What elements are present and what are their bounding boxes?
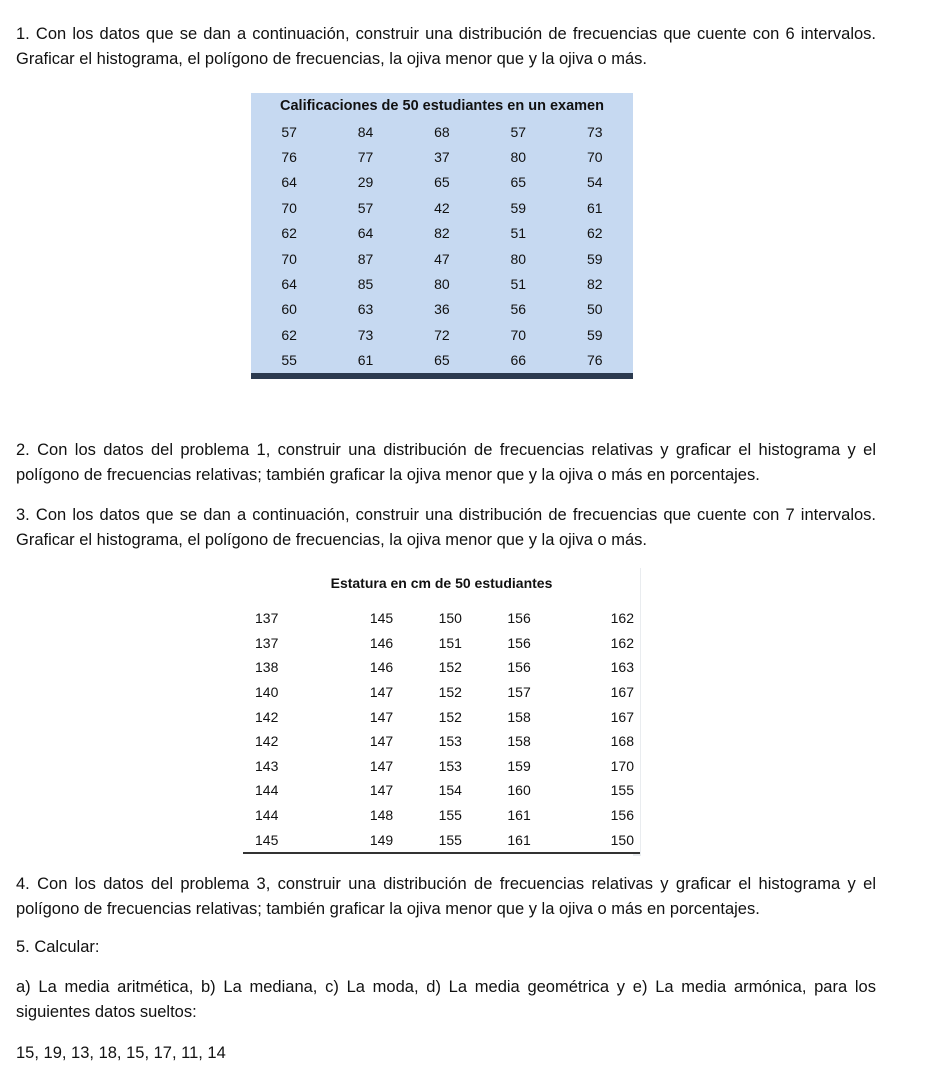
table-cell: 153 [438,733,462,750]
table-cell: 152 [438,708,462,725]
table-cell: 140 [255,684,279,701]
table-cell: 156 [507,634,531,651]
table-cell: 138 [255,659,279,676]
grades-row [251,195,633,220]
table-cell: 144 [255,782,279,799]
heights-row [243,631,640,656]
table-cell: 153 [438,757,462,774]
table-cell: 60 [281,301,297,318]
grades-table-title: Calificaciones de 50 estudiantes en un examen [280,98,604,114]
table-cell: 72 [434,326,450,343]
table-cell: 66 [510,352,527,369]
table-cell: 155 [610,782,634,799]
heights-row [243,704,640,729]
table-cell: 156 [507,610,531,627]
table-cell: 170 [610,757,634,774]
table-cell: 156 [610,807,634,824]
table-cell: 73 [586,123,603,140]
table-cell: 62 [281,326,297,343]
table-cell: 42 [434,199,450,216]
table-cell: 160 [507,782,531,799]
heights-row [243,827,640,853]
heights-row [243,606,640,631]
table-cell: 154 [438,782,462,799]
table-cell: 70 [510,326,527,343]
table-cell: 61 [357,352,374,369]
table-cell: 57 [357,199,374,216]
table-cell: 146 [369,634,394,651]
table-cell: 155 [438,831,462,848]
table-cell: 155 [438,807,462,824]
heights-row [243,680,640,705]
table-cell: 146 [369,659,394,676]
grades-table [251,93,633,379]
table-cell: 62 [281,225,297,242]
table-cell: 150 [438,610,462,627]
table-cell: 156 [507,659,531,676]
table-cell: 85 [357,276,374,293]
table-cell: 147 [369,757,394,774]
table-cell: 37 [434,149,450,166]
table-cell: 158 [507,733,531,750]
table-cell: 64 [281,276,297,293]
table-cell: 167 [610,684,634,701]
table-cell: 51 [510,225,527,242]
table-cell: 57 [510,123,527,140]
table-cell: 70 [281,199,297,216]
table-cell: 54 [586,174,603,191]
table-cell: 137 [255,634,279,651]
table-cell: 152 [438,659,462,676]
table-cell: 65 [434,174,450,191]
table-cell: 159 [507,757,531,774]
table-cell: 147 [369,708,394,725]
table-cell: 57 [281,123,297,140]
heights-table [243,568,640,854]
table-cell: 163 [610,659,634,676]
heights-row [243,729,640,754]
table-cell: 80 [434,276,450,293]
grades-row [251,144,633,169]
table-cell: 161 [507,831,531,848]
table-cell: 62 [586,225,603,242]
table-cell: 50 [586,301,603,318]
table-cell: 76 [586,352,603,369]
grades-row [251,119,633,144]
heights-row [243,655,640,680]
table-cell: 63 [357,301,374,318]
heights-row [243,778,640,803]
table-cell: 149 [369,831,394,848]
table-cell: 148 [369,807,394,824]
table-cell: 77 [357,149,374,166]
grades-row [251,297,633,322]
table-cell: 143 [255,757,279,774]
table-cell: 36 [434,301,450,318]
grades-row [251,348,633,376]
table-cell: 84 [357,123,374,140]
table-cell: 59 [586,326,603,343]
table-cell: 70 [281,250,297,267]
table-cell: 142 [255,733,279,750]
table-cell: 59 [586,250,603,267]
table-cell: 147 [369,782,394,799]
table-cell: 142 [255,708,279,725]
grades-row [251,170,633,195]
grades-row [251,271,633,296]
table-cell: 76 [281,149,297,166]
table-cell: 65 [510,174,527,191]
problem-5-data: 15, 19, 13, 18, 15, 17, 11, 14 [16,1044,226,1062]
table-cell: 147 [369,733,394,750]
table-cell: 167 [610,708,634,725]
table-cell: 87 [357,250,374,267]
table-cell: 168 [610,733,634,750]
table-cell: 51 [510,276,527,293]
table-cell: 145 [255,831,279,848]
problem-3-text: 3. Con los datos que se dan a continuación, construir una distribución de frecuencias que cuente con 7 intervalos. Graficar el histograma, el polígono de frecuencias, la ojiva menor que y la ojiva o más. [16,506,876,549]
table-cell: 80 [510,250,527,267]
table-cell: 82 [586,276,603,293]
table-cell: 161 [507,807,531,824]
heights-table-title: Estatura en cm de 50 estudiantes [330,575,553,591]
table-cell: 147 [369,684,394,701]
problem-2-text: 2. Con los datos del problema 1, construir una distribución de frecuencias relativas y graficar el histograma y el polígono de frecuencias relativas; también graficar la ojiva menor que y la ojiva o más en porcentajes. [16,441,876,484]
table-cell: 47 [434,250,450,267]
table-cell: 70 [586,149,603,166]
grades-row [251,246,633,271]
table-cell: 80 [510,149,527,166]
table-cell: 151 [438,634,462,651]
table-cell: 73 [357,326,374,343]
table-cell: 55 [281,352,297,369]
table-cell: 65 [434,352,450,369]
table-cell: 29 [357,174,374,191]
table-cell: 145 [369,610,394,627]
table-cell: 162 [610,610,634,627]
table-cell: 150 [610,831,634,848]
problem-5-text: a) La media aritmética, b) La mediana, c) La moda, d) La media geométrica y e) La media armónica, para los siguientes datos sueltos: [16,978,876,1021]
table-cell: 56 [510,301,527,318]
problem-1-text: 1. Con los datos que se dan a continuación, construir una distribución de frecuencias que cuente con 6 intervalos. Graficar el histograma, el polígono de frecuencias, la ojiva menor que y la ojiva o más. [16,25,876,68]
grades-row [251,221,633,246]
table-cell: 61 [586,199,603,216]
table-cell: 162 [610,634,634,651]
table-cell: 144 [255,807,279,824]
table-cell: 68 [434,123,450,140]
grades-row [251,322,633,347]
table-cell: 158 [507,708,531,725]
table-cell: 137 [255,610,279,627]
table-cell: 64 [357,225,374,242]
table-cell: 82 [434,225,450,242]
table-cell: 64 [281,174,297,191]
heights-row [243,803,640,828]
problem-5-heading: 5. Calcular: [16,938,100,956]
problem-4-text: 4. Con los datos del problema 3, construir una distribución de frecuencias relativas y graficar el histograma y el polígono de frecuencias relativas; también graficar la ojiva menor que y la ojiva o más en porcentajes. [16,875,876,918]
table-cell: 59 [510,199,527,216]
heights-row [243,754,640,779]
table-cell: 157 [507,684,531,701]
table-cell: 152 [438,684,462,701]
